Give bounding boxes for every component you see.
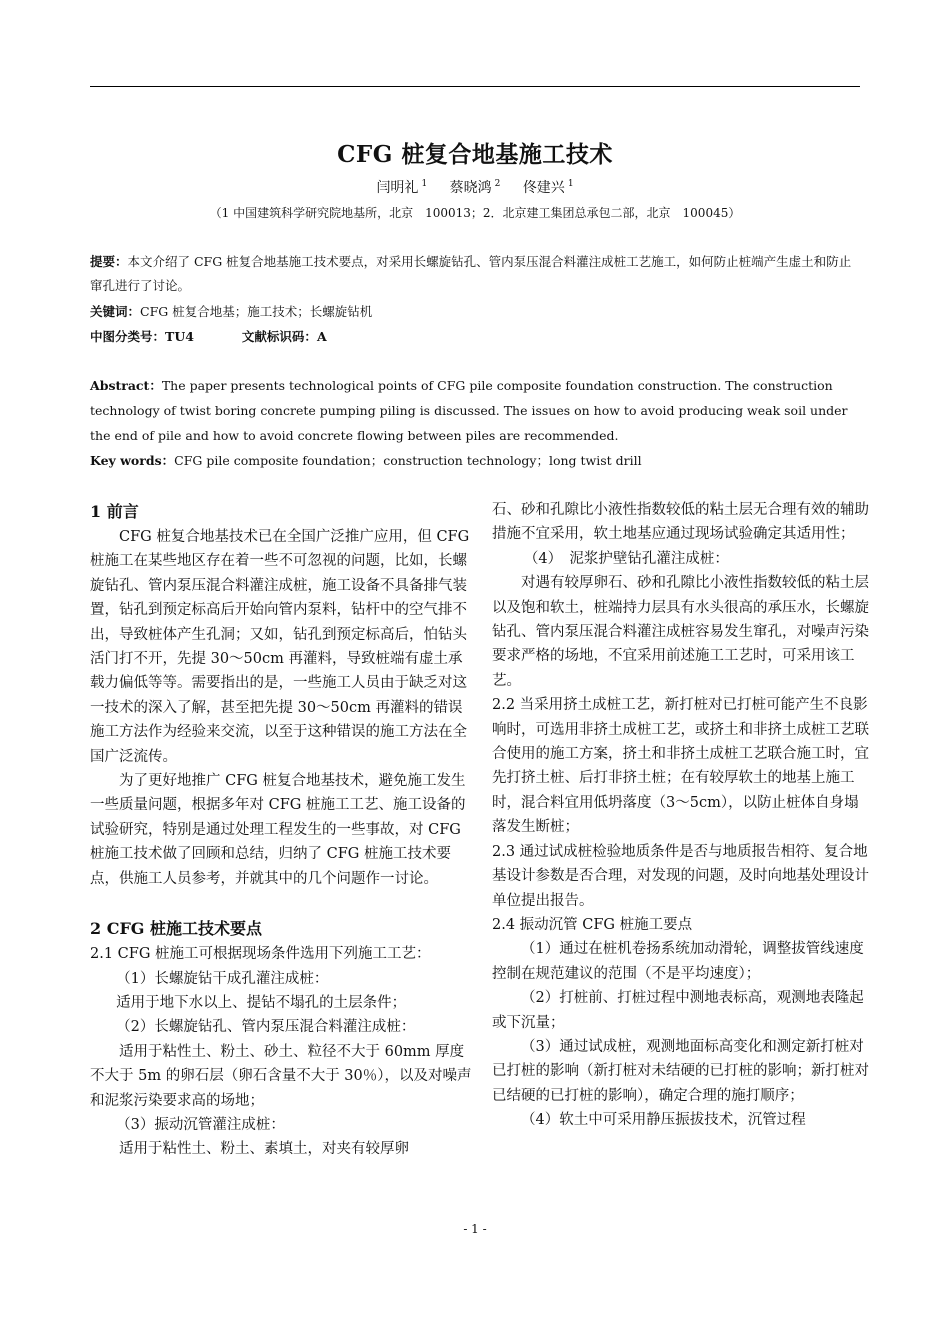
left-column [90, 498, 472, 1162]
author: 蔡晓鸿 $^2$ [449, 179, 501, 196]
paragraph: （3）通过试成桩，观测地面标高变化和测定新打桩对已打桩的影响（新打桩对未结硬的已打桩的影响；新打桩对已结硬的已打桩的影响），确定合理的施打顺序； [492, 1038, 869, 1104]
list-item-text: 适用于地下水以上、提钻不塌孔的土层条件； [116, 994, 407, 1011]
header-rule [90, 86, 860, 87]
classification-line: 中图分类号：TU4 文献标识码：A [90, 329, 327, 344]
keywords-en: Key words：CFG pile composite foundation；construction technology；long twist drill [90, 453, 642, 468]
abstract-en: Abstract：The paper presents technological points of CFG pile composite foundation construction. The construction technology of twist boring concrete pumping piling is discussed. The issues on how to avoid producing weak soil under the end of pile and how to avoid concrete flowing between piles are recommended. [90, 378, 848, 443]
paragraph: CFG 桩复合地基技术已在全国广泛推广应用，但 CFG 桩施工在某些地区存在着一些不可忽视的问题，比如，长螺旋钻孔、管内泵压混合料灌注成桩，施工设备不具备排气装置，钻孔到预定标高后开始向管内泵料，钻杆中的空气排不出，导致桩体产生孔洞；又如，钻孔到预定标高后，怕钻头活门打不开，先提 30～50cm 再灌料，导致桩端有虚土承载力偏低等等。需要指出的是，一些施工人员由于缺乏对这一技术的深入了解，甚至把先提 30～50cm 再灌料的错误施工方法作为经验来交流，以至于这种错误的施工方法在全国广泛流传。 [90, 529, 470, 765]
subsection: 2.4 振动沉管 CFG 桩施工要点 [492, 916, 693, 933]
list-item-title: （2）长螺旋钻孔、管内泵压混合料灌注成桩： [116, 1019, 416, 1036]
paragraph: 石、砂和孔隙比小液性指数较低的粘土层无合理有效的辅助措施不宜采用，软土地基应通过现场试验确定其适用性； [492, 502, 869, 543]
list-item-title: （3）振动沉管灌注成桩： [116, 1116, 285, 1133]
abstract-zh: 提要：本文介绍了 CFG 桩复合地基施工技术要点，对采用长螺旋钻孔、管内泵压混合料灌注成桩工艺施工，如何防止桩端产生虚土和防止窜孔进行了讨论。 [90, 254, 852, 293]
paragraph: 为了更好地推广 CFG 桩复合地基技术，避免施工发生一些质量问题，根据多年对 CFG 桩施工工艺、施工设备的试验研究，特别是通过处理工程发生的一些事故，对 CFG 桩施工技术做了回顾和总结，归纳了 CFG 桩施工技术要点，供施工人员参考，并就其中的几个问题作一讨论。 [90, 773, 466, 887]
affiliation: （1 中国建筑科学研究院地基所，北京 100013；2．北京建工集团总承包二部，北京 100045） [209, 206, 741, 220]
subsection: 2.3 通过试成桩检验地质条件是否与地质报告相符、复合地基设计参数是否合理，对发现的问题，及时向地基处理设计单位提出报告。 [492, 843, 869, 909]
list-item-text: 适用于粘性土、粉土、砂土、粒径不大于 60mm 厚度不大于 5m 的卵石层（卵石含量不大于 30％），以及对噪声和泥浆污染要求高的场地； [90, 1043, 472, 1109]
subsection: 2.1 CFG 桩施工可根据现场条件选用下列施工工艺： [90, 946, 431, 963]
author: 佟建兴 $^1$ [522, 179, 574, 196]
author: 闫明礼 $^1$ [376, 179, 428, 196]
subsection: 2.2 当采用挤土成桩工艺，新打桩对已打桩可能产生不良影响时，可选用非挤土成桩工艺，或挤土和非挤土成桩工艺联合使用的施工方案，挤土和非挤土成桩工艺联合施工时，宜先打挤土桩、后打非挤土桩；在有较厚软土的地基上施工时，混合料宜用低坍落度（3～5cm），以防止桩体自身塌落发生断桩； [492, 697, 869, 836]
author-list [0, 177, 950, 197]
paragraph: （4）软土中可采用静压振拔技术，沉管过程 [521, 1112, 806, 1129]
list-item-title: （4） 泥浆护壁钻孔灌注成桩： [523, 550, 729, 567]
list-item-text: 适用于粘性土、粉土、素填土，对夹有较厚卵 [119, 1141, 409, 1158]
right-column [492, 498, 870, 1133]
list-item-title: （1）长螺旋钻干成孔灌注成桩： [116, 970, 329, 987]
paragraph: （2）打桩前、打桩过程中测地表标高，观测地表隆起或下沉量； [492, 990, 864, 1031]
section-heading: 1 前言 [90, 502, 139, 521]
section-heading: 2 CFG 桩施工技术要点 [90, 919, 263, 939]
paragraph: （1）通过在桩机卷扬系统加动滑轮，调整拔管线速度控制在规范建议的范围（不是平均速度）； [492, 941, 864, 982]
list-item-text: 对遇有较厚卵石、砂和孔隙比小液性指数较低的粘土层以及饱和软土，桩端持力层具有水头很高的承压水，长螺旋钻孔、管内泵压混合料灌注成桩容易发生窜孔，对噪声污染要求严格的场地，不宜采用前述施工工艺时，可采用该工艺。 [492, 575, 869, 689]
keywords-zh: 关键词：CFG 桩复合地基；施工技术；长螺旋钻机 [90, 304, 373, 319]
paper-title: CFG 桩复合地基施工技术 [337, 141, 613, 168]
page-number: - 1 - [463, 1222, 487, 1236]
